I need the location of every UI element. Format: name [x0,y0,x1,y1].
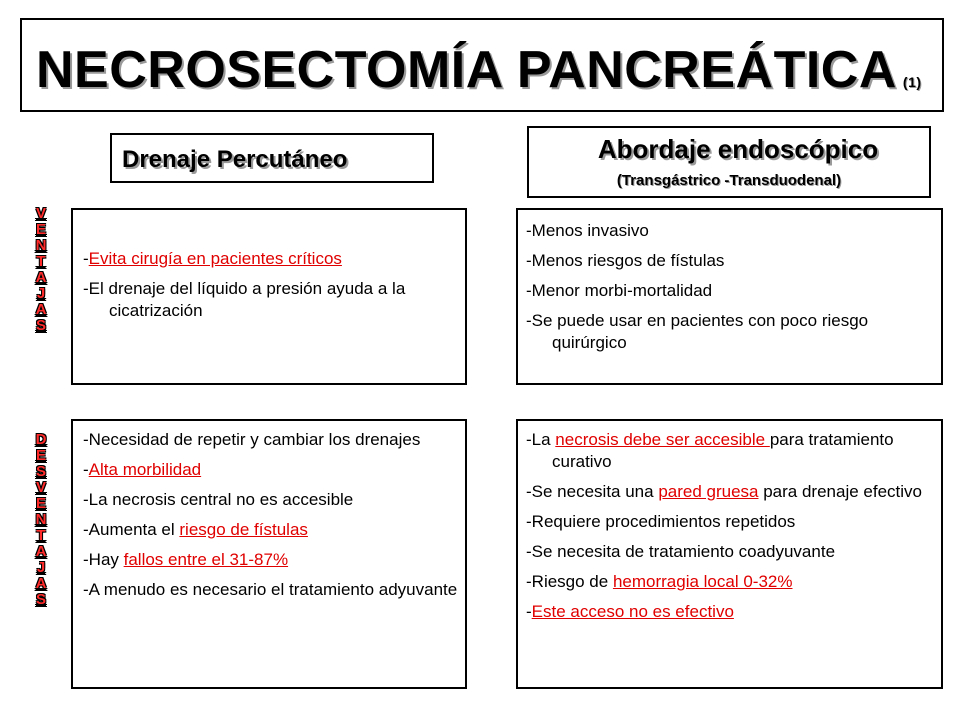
side-letter: V [35,205,46,222]
side-letter: S [35,463,46,480]
percutaneous-advantages-box [71,208,467,385]
list-item [83,248,453,270]
desventajas-side-label [26,432,56,608]
list-item [83,519,463,541]
item-text: -Requiere procedimientos repetidos [526,512,796,531]
item-text-end: para drenaje efectivo [758,482,922,501]
item-text: -Se puede usar en pacientes con poco riesgo quirúrgico [526,311,869,352]
title-reference: (1) [902,74,922,90]
item-highlight: Evita cirugía en pacientes críticos [88,249,342,268]
item-text: -Riesgo de [526,572,613,591]
item-text: -Menos invasivo [526,221,649,240]
item-highlight: Alta morbilidad [88,460,202,479]
side-letter: J [36,559,46,576]
side-letter: V [35,479,46,496]
side-letter: N [35,237,47,254]
percutaneous-advantages-list [83,248,453,330]
item-highlight: hemorragia local 0-32% [612,572,793,591]
percutaneous-title: Drenaje Percutáneo [122,146,348,173]
side-letter: S [35,317,46,334]
side-letter: A [35,575,47,592]
list-item [526,310,936,354]
endoscopic-disadvantages-list [526,429,936,631]
item-text-end: para tratamiento curativo [552,430,894,471]
endoscopic-header [527,126,931,198]
list-item [83,489,463,511]
list-item [83,278,453,322]
list-item [526,280,936,302]
title-box [20,18,944,112]
list-item [526,601,936,623]
list-item [526,250,936,272]
side-letter: E [35,221,46,238]
side-letter: T [36,253,46,270]
side-letter: A [35,543,47,560]
item-text: -La [526,430,556,449]
item-text: -Necesidad de repetir y cambiar los drenajes [83,430,421,449]
list-item [526,429,936,473]
item-text: - [526,602,532,621]
item-text: -Aumenta el [83,520,180,539]
percutaneous-disadvantages-list [83,429,463,609]
item-text: -Se necesita de tratamiento coadyuvante [526,542,836,561]
page-title [36,41,922,108]
list-item [526,481,936,503]
list-item [83,549,463,571]
endoscopic-advantages-box [516,208,943,385]
endoscopic-disadvantages-box [516,419,943,689]
item-text: - [83,249,89,268]
list-item [526,220,936,242]
list-item [83,429,463,451]
item-text: -Se necesita una [526,482,659,501]
percutaneous-disadvantages-box [71,419,467,689]
item-text: -Menos riesgos de fístulas [526,251,725,270]
ventajas-side-label [26,206,56,334]
side-letter: A [35,269,47,286]
item-highlight: Este acceso no es efectivo [531,602,734,621]
side-letter: E [35,495,46,512]
side-letter: D [35,431,47,448]
item-text: -A menudo es necesario el tratamiento adyuvante [83,580,458,599]
side-letter: A [35,301,47,318]
list-item [83,579,463,601]
endoscopic-title: Abordaje endoscópico [597,134,879,164]
item-text: - [83,460,89,479]
item-highlight: necrosis debe ser accesible [555,430,770,449]
item-text: -La necrosis central no es accesible [83,490,354,509]
list-item [83,459,463,481]
title-text: NECROSECTOMÍA PANCREÁTICA [36,41,897,99]
list-item [526,511,936,533]
item-text: -Menor morbi-mortalidad [526,281,713,300]
side-letter: N [35,511,47,528]
percutaneous-header [110,133,434,183]
endoscopic-advantages-list [526,220,936,362]
side-letter: E [35,447,46,464]
item-highlight: fallos entre el 31-87% [123,550,289,569]
item-highlight: riesgo de fístulas [179,520,308,539]
side-letter: T [36,527,46,544]
item-highlight: pared gruesa [658,482,759,501]
side-letter: S [35,591,46,608]
list-item [526,541,936,563]
list-item [526,571,936,593]
endoscopic-subtitle: (Transgástrico -Transduodenal) [616,172,842,189]
side-letter: J [36,285,46,302]
item-text: -El drenaje del líquido a presión ayuda a la cicatrización [83,279,406,320]
item-text: -Hay [83,550,124,569]
